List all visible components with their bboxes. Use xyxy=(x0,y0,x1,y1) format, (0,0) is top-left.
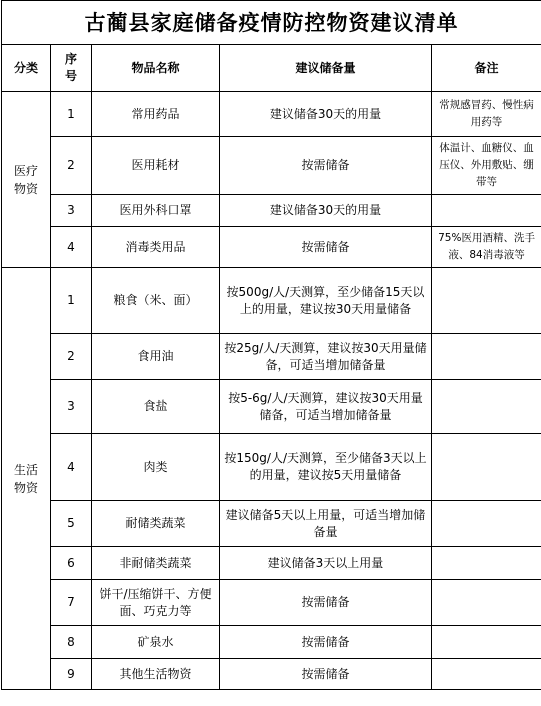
header-category: 分类 xyxy=(2,45,51,92)
row-seq: 8 xyxy=(51,626,92,659)
row-amount: 按需储备 xyxy=(220,227,432,268)
table-row xyxy=(2,659,541,690)
row-seq: 2 xyxy=(51,334,92,380)
table-row xyxy=(2,434,541,501)
table-row xyxy=(2,547,541,580)
row-remark xyxy=(432,380,541,434)
supply-list-table xyxy=(1,0,541,690)
row-amount: 按需储备 xyxy=(220,626,432,659)
category-line: 物资 xyxy=(13,480,38,495)
row-amount: 按5-6g/人/天测算，建议按30天用量储备，可适当增加储备量 xyxy=(220,380,432,434)
table-row xyxy=(2,626,541,659)
row-amount: 按150g/人/天测算，至少储备3天以上的用量，建议按5天用量储备 xyxy=(220,434,432,501)
row-amount: 按需储备 xyxy=(220,137,432,195)
row-seq: 5 xyxy=(51,501,92,547)
row-item-name: 粮食（米、面） xyxy=(92,268,220,334)
row-seq: 3 xyxy=(51,380,92,434)
row-item-name: 消毒类用品 xyxy=(92,227,220,268)
row-seq: 3 xyxy=(51,195,92,227)
row-amount: 建议储备30天的用量 xyxy=(220,92,432,137)
header-remark: 备注 xyxy=(432,45,541,92)
header-seq-line2: 号 xyxy=(64,69,77,83)
row-amount: 建议储备30天的用量 xyxy=(220,195,432,227)
category-line: 医疗 xyxy=(13,163,38,178)
row-remark xyxy=(432,434,541,501)
row-item-name: 饼干/压缩饼干、方便面、巧克力等 xyxy=(92,580,220,626)
row-item-name: 医用耗材 xyxy=(92,137,220,195)
row-seq: 1 xyxy=(51,268,92,334)
row-seq: 4 xyxy=(51,227,92,268)
header-amount: 建议储备量 xyxy=(220,45,432,92)
row-remark xyxy=(432,580,541,626)
row-amount: 按500g/人/天测算，至少储备15天以上的用量，建议按30天用量储备 xyxy=(220,268,432,334)
row-seq: 2 xyxy=(51,137,92,195)
header-seq xyxy=(51,45,92,92)
row-item-name: 肉类 xyxy=(92,434,220,501)
row-item-name: 食用油 xyxy=(92,334,220,380)
page-title: 古蔺县家庭储备疫情防控物资建议清单 xyxy=(2,1,541,45)
category-living xyxy=(2,268,51,690)
header-row xyxy=(2,45,541,92)
table-row xyxy=(2,334,541,380)
row-item-name: 医用外科口罩 xyxy=(92,195,220,227)
table-row xyxy=(2,137,541,195)
row-remark xyxy=(432,268,541,334)
table-row xyxy=(2,195,541,227)
table-row xyxy=(2,501,541,547)
table-row xyxy=(2,227,541,268)
row-remark xyxy=(432,659,541,690)
row-amount: 按需储备 xyxy=(220,659,432,690)
table-row xyxy=(2,92,541,137)
row-seq: 7 xyxy=(51,580,92,626)
row-remark xyxy=(432,547,541,580)
row-seq: 6 xyxy=(51,547,92,580)
row-item-name: 食盐 xyxy=(92,380,220,434)
table-row xyxy=(2,580,541,626)
category-line: 物资 xyxy=(13,181,38,196)
row-seq: 4 xyxy=(51,434,92,501)
row-amount: 建议储备5天以上用量，可适当增加储备量 xyxy=(220,501,432,547)
row-item-name: 耐储类蔬菜 xyxy=(92,501,220,547)
row-item-name: 常用药品 xyxy=(92,92,220,137)
table-row xyxy=(2,380,541,434)
category-medical xyxy=(2,92,51,268)
header-item-name: 物品名称 xyxy=(92,45,220,92)
row-remark: 75%医用酒精、洗手液、84消毒液等 xyxy=(432,227,541,268)
row-remark xyxy=(432,195,541,227)
table-row xyxy=(2,268,541,334)
row-amount: 建议储备3天以上用量 xyxy=(220,547,432,580)
row-item-name: 其他生活物资 xyxy=(92,659,220,690)
row-remark: 常规感冒药、慢性病用药等 xyxy=(432,92,541,137)
row-amount: 按25g/人/天测算，建议按30天用量储备，可适当增加储备量 xyxy=(220,334,432,380)
row-remark xyxy=(432,626,541,659)
row-amount: 按需储备 xyxy=(220,580,432,626)
row-item-name: 矿泉水 xyxy=(92,626,220,659)
row-remark: 体温计、血糖仪、血压仪、外用敷贴、绷带等 xyxy=(432,137,541,195)
row-remark xyxy=(432,501,541,547)
row-seq: 1 xyxy=(51,92,92,137)
row-remark xyxy=(432,334,541,380)
row-item-name: 非耐储类蔬菜 xyxy=(92,547,220,580)
row-seq: 9 xyxy=(51,659,92,690)
category-line: 生活 xyxy=(13,462,38,477)
header-seq-line1: 序 xyxy=(64,52,77,66)
